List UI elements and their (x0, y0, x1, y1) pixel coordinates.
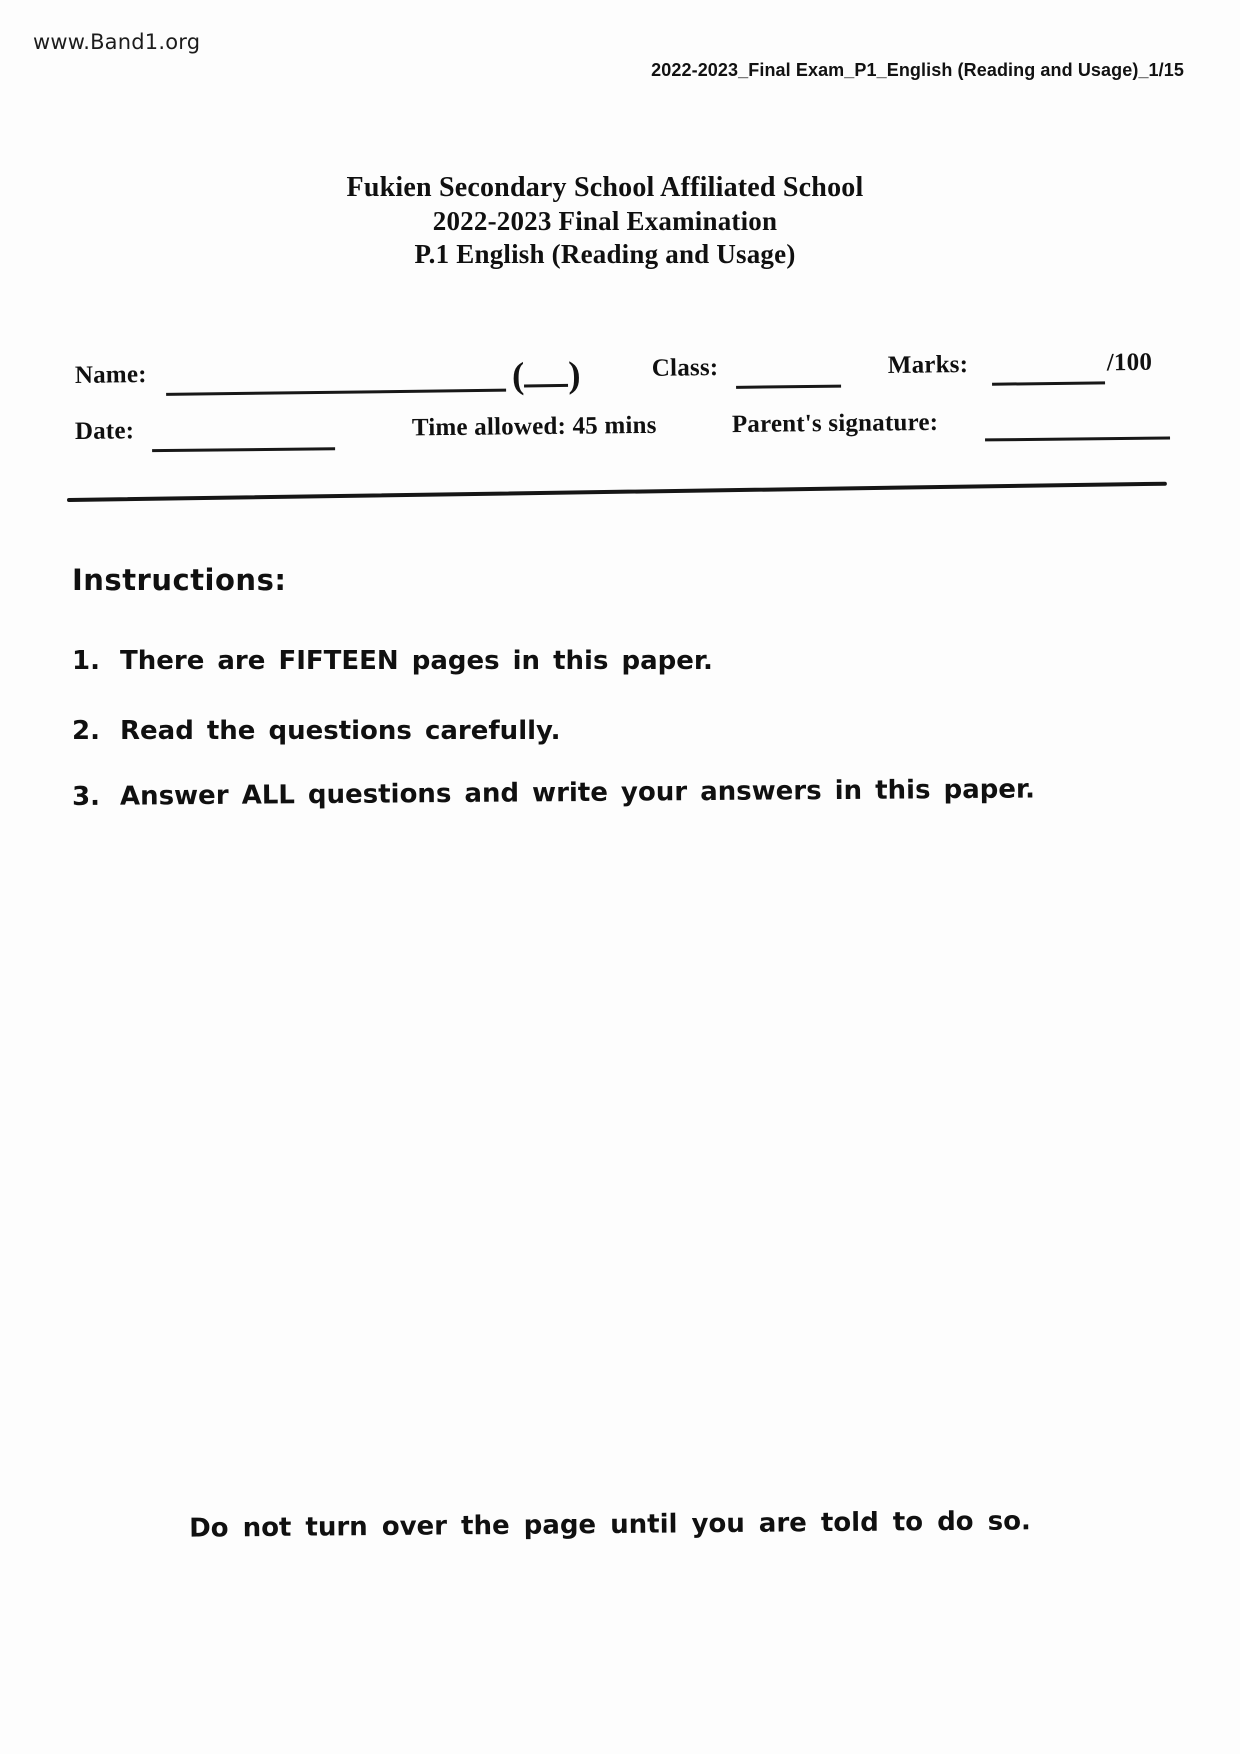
paper-name: P.1 English (Reading and Usage) (414, 239, 796, 269)
marks-blank-line (992, 353, 1105, 385)
instruction-number: 1. (72, 646, 100, 676)
class-label: Class: (651, 354, 719, 382)
instruction-text: There are FIFTEEN pages in this paper. (120, 646, 713, 676)
instructions-heading: Instructions: (72, 563, 287, 597)
instruction-item-2 (72, 716, 560, 746)
parent-signature-blank-line (985, 408, 1170, 441)
do-not-turn-over-notice: Do not turn over the page until you are told to do so. (188, 1506, 1031, 1544)
marks-total: /100 (1106, 348, 1153, 377)
name-label: Name: (74, 361, 147, 389)
instruction-item-1 (72, 646, 713, 676)
paren-open: ( (511, 355, 525, 397)
marks-label: Marks: (887, 351, 969, 380)
form-row-date-time-signature (70, 406, 1190, 464)
date-label: Date: (74, 417, 135, 445)
instruction-number: 2. (72, 716, 100, 746)
paren-close: ) (567, 354, 581, 396)
instruction-text: Answer ALL questions and write your answers in this paper. (119, 774, 1036, 812)
watermark-url: www.Band1.org (33, 30, 201, 54)
exam-name: 2022-2023 Final Examination (432, 206, 778, 236)
header-filename: 2022-2023_Final Exam_P1_English (Reading and Usage)_1/15 (651, 60, 1184, 80)
class-blank-line (736, 357, 841, 389)
name-blank-line (166, 361, 506, 396)
exam-title-block (70, 171, 1140, 271)
time-allowed-label: Time allowed: 45 mins (411, 411, 657, 442)
school-name: Fukien Secondary School Affiliated School (346, 172, 864, 203)
section-divider-line (67, 482, 1167, 502)
instruction-number: 3. (71, 781, 101, 812)
form-row-name-class-marks (70, 348, 1190, 408)
date-blank-line (152, 419, 335, 452)
instruction-text: Read the questions carefully. (120, 716, 561, 746)
class-number-blank-line (524, 350, 568, 388)
instruction-item-3 (72, 774, 1035, 812)
parent-signature-label: Parent's signature: (731, 408, 939, 439)
class-number-parens (512, 350, 581, 398)
